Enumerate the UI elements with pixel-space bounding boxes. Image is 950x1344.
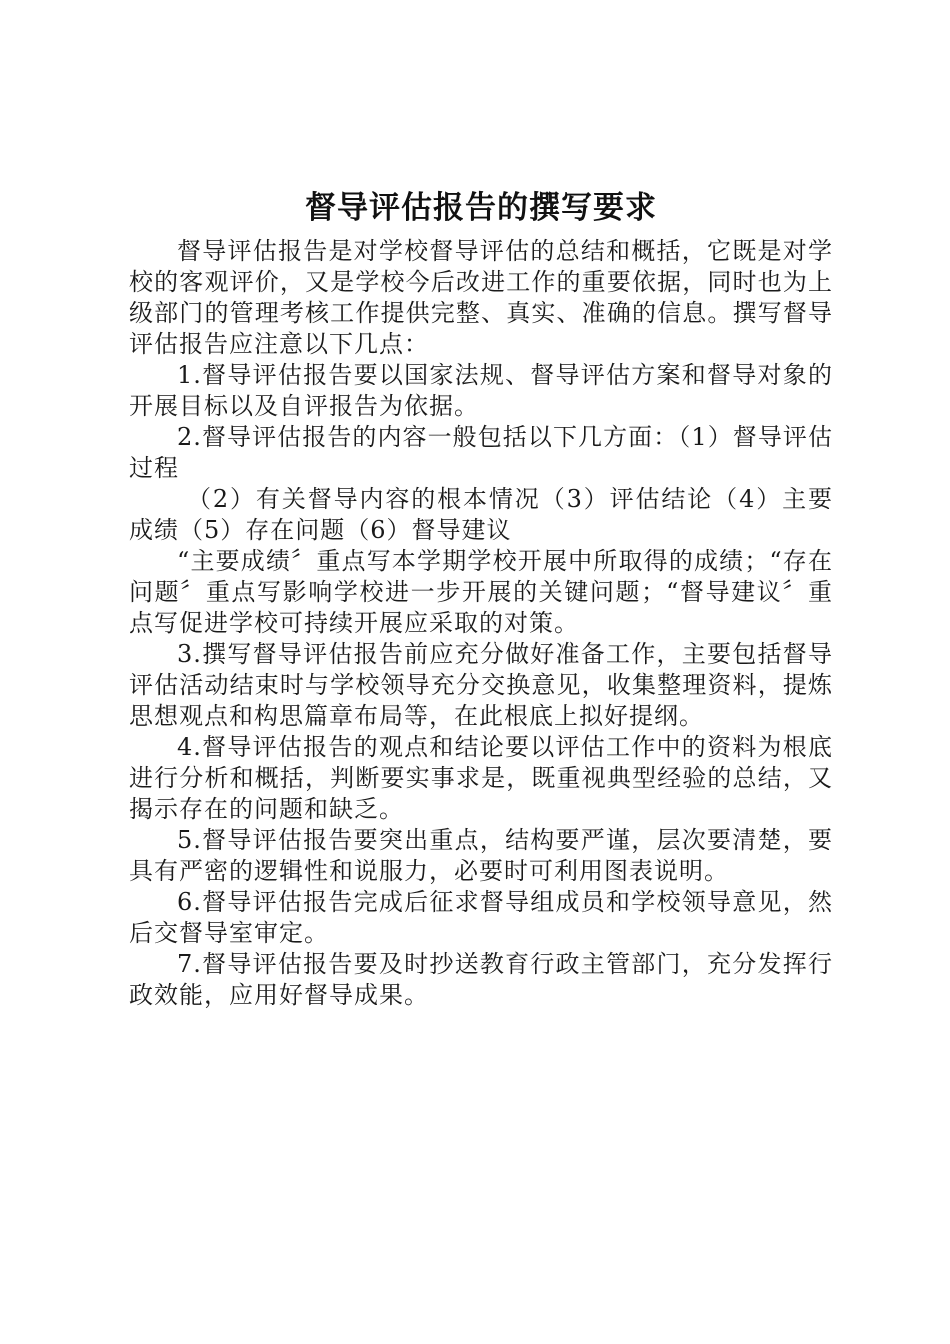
document-page bbox=[129, 186, 833, 1011]
paragraph-item-3: 3.撰写督导评估报告前应充分做好准备工作，主要包括督导评估活动结束时与学校领导充分交换意见，收集整理资料，提炼思想观点和构思篇章布局等，在此根底上拟好提纲。 bbox=[129, 640, 833, 730]
paragraph-item-6: 6.督导评估报告完成后征求督导组成员和学校领导意见，然后交督导室审定。 bbox=[129, 888, 833, 947]
paragraph-item-1: 1.督导评估报告要以国家法规、督导评估方案和督导对象的开展目标以及自评报告为依据。 bbox=[129, 361, 833, 420]
paragraph-item-5: 5.督导评估报告要突出重点，结构要严谨，层次要清楚，要具有严密的逻辑性和说服力，必要时可利用图表说明。 bbox=[129, 826, 833, 885]
paragraph-intro: 督导评估报告是对学校督导评估的总结和概括，它既是对学校的客观评价，又是学校今后改进工作的重要依据，同时也为上级部门的管理考核工作提供完整、真实、准确的信息。撰写督导评估报告应注意以下几点： bbox=[129, 237, 833, 358]
paragraph-item-2-subitems: （2）有关督导内容的根本情况（3）评估结论（4）主要成绩（5）存在问题（6）督导建议 bbox=[129, 485, 833, 544]
paragraph-item-2-notes: “主要成绩〞重点写本学期学校开展中所取得的成绩；“存在问题〞重点写影响学校进一步开展的关键问题；“督导建议〞重点写促进学校可持续开展应采取的对策。 bbox=[129, 547, 833, 637]
paragraph-item-4: 4.督导评估报告的观点和结论要以评估工作中的资料为根底进行分析和概括，判断要实事求是，既重视典型经验的总结，又揭示存在的问题和缺乏。 bbox=[129, 733, 833, 823]
paragraph-item-2: 2.督导评估报告的内容一般包括以下几方面：（1）督导评估过程 bbox=[129, 423, 833, 482]
paragraph-item-7: 7.督导评估报告要及时抄送教育行政主管部门，充分发挥行政效能，应用好督导成果。 bbox=[129, 950, 833, 1009]
document-title: 督导评估报告的撰写要求 bbox=[305, 190, 657, 226]
